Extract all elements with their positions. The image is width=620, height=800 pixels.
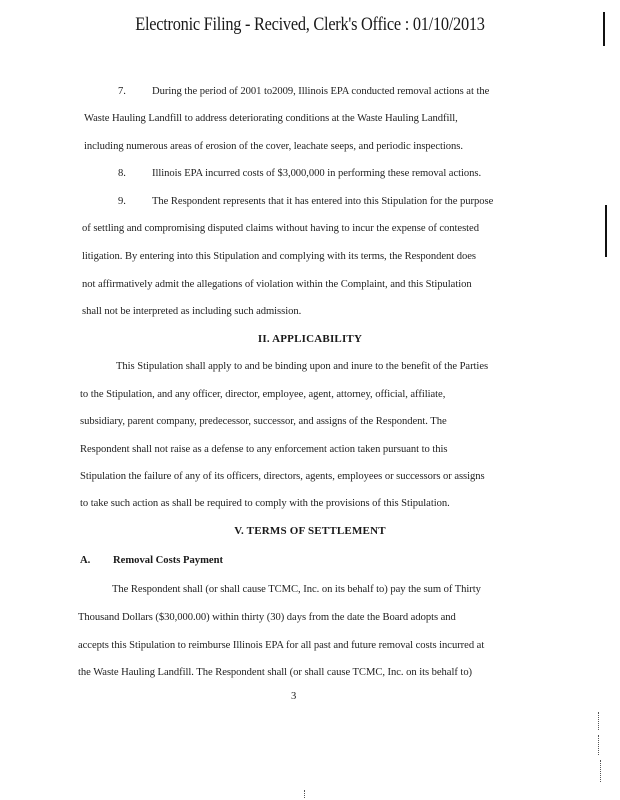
paragraph-line: subsidiary, parent company, predecessor, successor, and assigns of the Respondent. The [80, 416, 447, 427]
paragraph-number: 7. [118, 86, 126, 97]
paragraph-number: 9. [118, 196, 126, 207]
scan-artifact [598, 712, 600, 730]
paragraph-line: to the Stipulation, and any officer, director, employee, agent, attorney, official, affiliate, [80, 389, 446, 400]
paragraph-line: Stipulation the failure of any of its officers, directors, agents, employees or successors or assigns [80, 471, 485, 482]
paragraph-line: The Respondent shall (or shall cause TCMC, Inc. on its behalf to) pay the sum of Thirty [112, 584, 481, 595]
paragraph-line: not affirmatively admit the allegations of violation within the Complaint, and this Stipulation [82, 279, 472, 290]
filing-stamp-header: Electronic Filing - Recived, Clerk's Office : 01/10/2013 [135, 14, 485, 35]
paragraph-line: accepts this Stipulation to reimburse Illinois EPA for all past and future removal costs incurred at [78, 640, 485, 651]
paragraph-line: litigation. By entering into this Stipulation and complying with its terms, the Respondent does [82, 251, 476, 262]
scan-edge-mark [605, 205, 607, 257]
scan-edge-mark [603, 12, 605, 46]
paragraph-line: During the period of 2001 to2009, Illinois EPA conducted removal actions at the [152, 86, 490, 97]
scan-artifact [598, 735, 600, 755]
paragraph-line: to take such action as shall be required to comply with the provisions of this Stipulation. [80, 498, 450, 509]
scan-artifact [304, 790, 306, 798]
paragraph-line: This Stipulation shall apply to and be binding upon and inure to the benefit of the Parties [116, 361, 489, 372]
subsection-title: Removal Costs Payment [113, 555, 224, 566]
paragraph-line: Illinois EPA incurred costs of $3,000,000 in performing these removal actions. [152, 168, 482, 179]
section-heading-applicability: II. APPLICABILITY [257, 333, 363, 345]
page-number: 3 [291, 691, 297, 702]
paragraph-line: shall not be interpreted as including such admission. [82, 306, 302, 317]
paragraph-number: 8. [118, 168, 126, 179]
paragraph-line: The Respondent represents that it has entered into this Stipulation for the purpose [152, 196, 494, 207]
section-heading-terms: V. TERMS OF SETTLEMENT [234, 525, 386, 537]
paragraph-line: including numerous areas of erosion of the cover, leachate seeps, and periodic inspections. [84, 141, 463, 152]
paragraph-line: the Waste Hauling Landfill. The Respondent shall (or shall cause TCMC, Inc. on its behalf to) [78, 667, 473, 678]
paragraph-line: Thousand Dollars ($30,000.00) within thirty (30) days from the date the Board adopts and [78, 612, 456, 623]
scan-artifact [600, 760, 602, 782]
subsection-letter: A. [80, 555, 91, 566]
paragraph-line: of settling and compromising disputed claims without having to incur the expense of contested [82, 223, 479, 234]
paragraph-line: Waste Hauling Landfill to address deteriorating conditions at the Waste Hauling Landfill, [84, 113, 458, 124]
paragraph-line: Respondent shall not raise as a defense to any enforcement action taken pursuant to this [80, 444, 448, 455]
